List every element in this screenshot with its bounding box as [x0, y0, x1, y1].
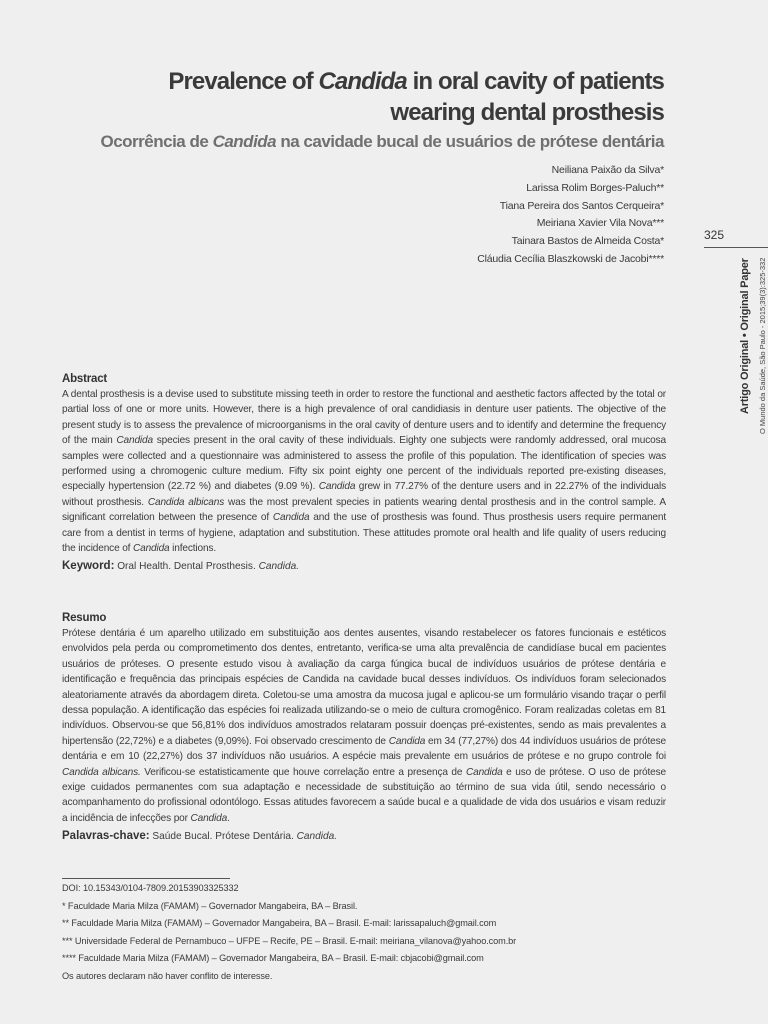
abstract-heading: Abstract — [62, 373, 108, 385]
article-subtitle: Ocorrência de Candida na cavidade bucal de usuários de prótese dentária — [100, 132, 664, 151]
side-banner — [736, 258, 768, 448]
resumo-heading: Resumo — [62, 612, 107, 624]
footnote-divider — [62, 878, 230, 879]
author: Tiana Pereira dos Santos Cerqueira* — [499, 199, 664, 212]
resumo-keywords: Palavras-chave: Saúde Bucal. Prótese Dentária. Candida. — [62, 830, 338, 843]
author-list — [477, 162, 664, 269]
footnote: * Faculdade Maria Milza (FAMAM) – Governador Mangabeira, BA – Brasil. — [62, 900, 358, 911]
abstract-section — [62, 373, 666, 575]
doi-line: DOI: 10.15343/0104-7809.20153903325332 — [62, 883, 239, 893]
journal-citation: O Mundo da Saúde, São Paulo - 2015;39(3):325-332 — [758, 258, 767, 435]
footnote: *** Universidade Federal de Pernambuco – UFPE – Recife, PE – Brasil. E-mail: meiriana_vilanova@yahoo.com.br — [62, 935, 517, 946]
side-divider — [704, 247, 768, 248]
abstract-keywords: Keyword: Oral Health. Dental Prosthesis. Candida. — [62, 560, 299, 573]
author: Tainara Bastos de Almeida Costa* — [511, 235, 664, 248]
conflict-statement: Os autores declaram não haver conflito de interesse. — [62, 970, 273, 981]
footnote: ** Faculdade Maria Milza (FAMAM) – Governador Mangabeira, BA – Brasil. E-mail: larissapaluch@gmail.com — [62, 918, 497, 928]
page-number: 325 — [704, 228, 725, 242]
author: Cláudia Cecília Blaszkowski de Jacobi**** — [477, 252, 664, 265]
author: Neiliana Paixão da Silva* — [551, 164, 664, 176]
author: Larissa Rolim Borges-Paluch** — [526, 181, 664, 194]
article-title: Prevalence of Candida in oral cavity of patients wearing dental prosthesis — [168, 68, 664, 126]
author: Meiriana Xavier Vila Nova*** — [536, 217, 664, 230]
resumo-text: Prótese dentária é um aparelho utilizado em substituição aos dentes ausentes, visando restabelecer os fatores funcionais e estéticos envolvidos pela perda ou comprometimento dos dentes, entretanto, verifica-se uma alta prevalência de candidíase bucal em pacientes usuários de próteses. O presente estudo visou à avaliação da carga fúngica bucal de indivíduos usuários de prótese dentária e identificação e frequência das principais espécies de Candida na cavidade bucal desses indivíduos. Os indivíduos foram selecionados aleatoriamente através da abordagem direta. Coletou-se uma amostra da mucosa jugal e aplicou-se um formulário visando traçar o perfil dessa população. A identificação das espécies foi realizada utilizando-se o meio de cultura cromogênico. Foram realizadas coletas em 81 indivíduos. Observou-se que 56,81% dos indivíduos amostrados relataram possuir doenças pré-existentes, sendo as mais prevalentes a hipertensão (22,72%) e a diabetes (9,09%). Foi observado crescimento de Candida em 34 (77,27%) dos 44 indivíduos usuários de prótese dentária e em 10 (22,27%) dos 37 indivíduos não usuários. A espécie mais prevalente em usuários de prótese e no grupo controle foi Candida albicans. Verificou-se estatisticamente que houve correlação entre a presença de Candida e uso de prótese. O uso de prótese exige cuidados permanentes com sua adaptação e necessidade de substituição ao término de sua vida útil, sendo necessário o acompanhamento do profissional odontólogo. Essas atitudes favorecem a saúde bucal e a qualidade de vida dos usuários e visam reduzir a incidência de infecções por Candida. — [62, 628, 666, 824]
footnotes — [62, 880, 666, 985]
footnote: **** Faculdade Maria Milza (FAMAM) – Governador Mangabeira, BA – Brasil. E-mail: cbjacobi@gmail.com — [62, 953, 484, 963]
title-block — [101, 66, 665, 153]
abstract-text: A dental prosthesis is a devise used to substitute missing teeth in order to restore the functional and aesthetic factors affected by the total or partial loss of one or more units. However, there is a high prevalence of oral candidiasis in denture user patients. The objective of the present study is to assess the prevalence of microorganisms in the oral cavity of denture users and to identify and determine the frequency of the main Candida species present in the oral cavity of these individuals. Eighty one subjects were randomly addressed, oral mucosa samples were collected and a questionnaire was administered to assess the profile of this population. The identification of species was performed using a chromogenic culture medium. Fifty six point eighty one percent of the individuals reported pre-existing diseases, especially hypertension (22.72 %) and diabetes (9.09 %). Candida grew in 77.27% of the denture users and in 22.27% of the individuals without prosthesis. Candida albicans was the most prevalent species in patients wearing dental prosthesis and in the control sample. A significant correlation between the presence of Candida and the use of prosthesis was found. Thus prosthesis users require permanent care from a dentist in terms of hygiene, adaptation and substitution. These attitudes promote oral health and life quality of users reducing the incidence of Candida infections. — [62, 389, 666, 555]
article-type-label: Artigo Original • Original Paper — [739, 258, 751, 414]
resumo-section — [62, 612, 666, 845]
